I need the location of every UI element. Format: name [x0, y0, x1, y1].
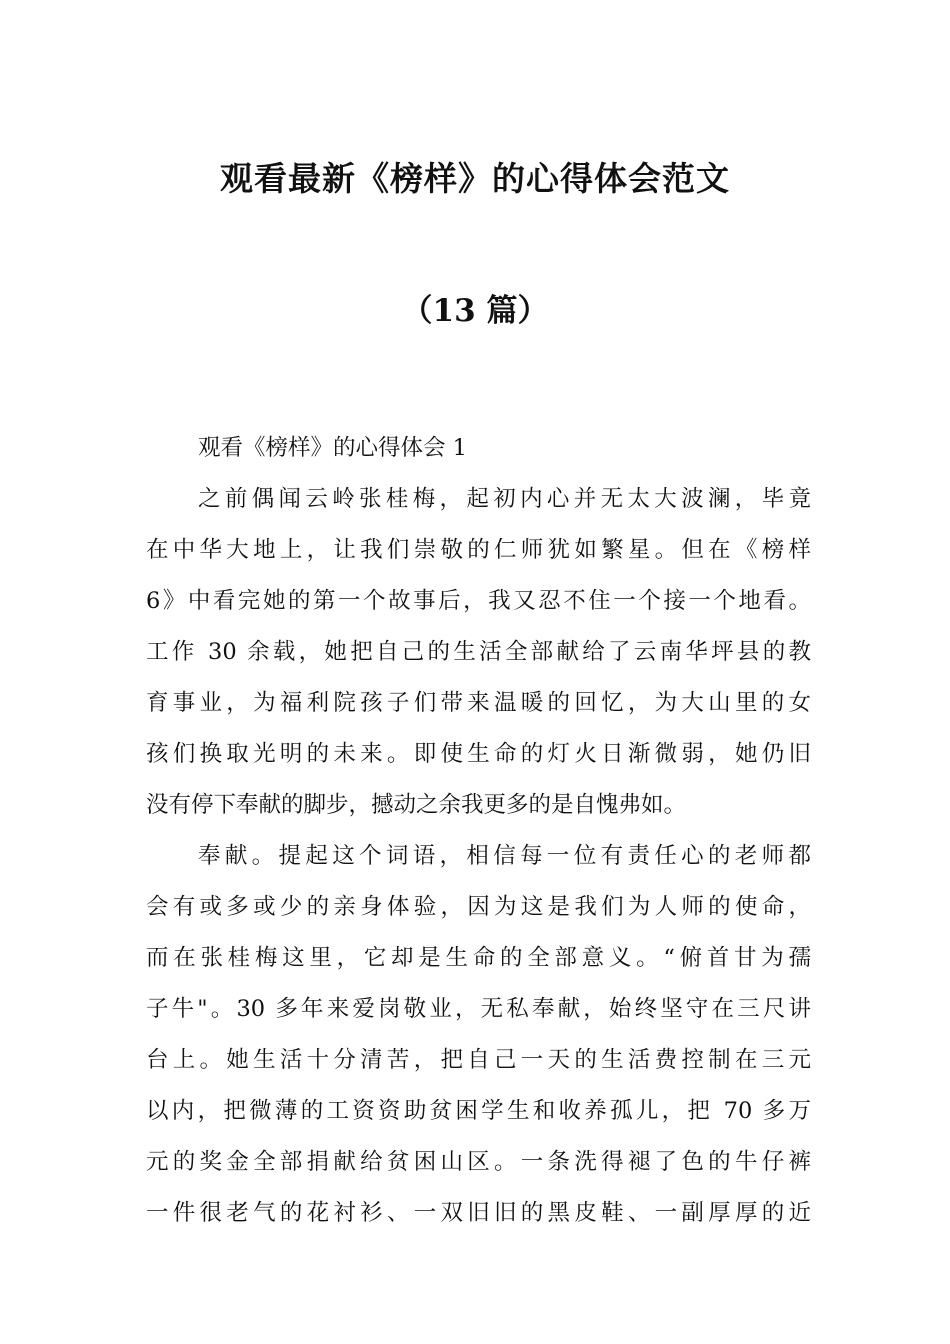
document-title: 观看最新《榜样》的心得体会范文 [220, 159, 730, 198]
paragraph-line: 台上。她生活十分清苦，把自己一天的生活费控制在三元 [146, 1047, 811, 1073]
paragraph-1 [146, 474, 811, 831]
paragraph-2 [146, 831, 811, 1239]
paragraph-line: 育事业，为福利院孩子们带来温暖的回忆，为大山里的女 [146, 690, 811, 716]
section-heading: 观看《榜样》的心得体会 1 [198, 435, 467, 461]
paragraph-line: 一件很老气的花衬衫、一双旧旧的黑皮鞋、一副厚厚的近 [146, 1200, 811, 1226]
document-subtitle: （13 篇） [401, 293, 549, 329]
paragraph-line: 而在张桂梅这里，它却是生命的全部意义。“俯首甘为孺 [146, 945, 811, 971]
document-body [146, 423, 811, 1239]
paragraph-line: 孩们换取光明的未来。即使生命的灯火日渐微弱，她仍旧 [146, 741, 811, 767]
paragraph-line: 工作 30 余载，她把自己的生活全部献给了云南华坪县的教 [146, 639, 811, 665]
paragraph-line: 之前偶闻云岭张桂梅，起初内心并无太大波澜，毕竟 [198, 486, 811, 512]
paragraph-line: 在中华大地上，让我们崇敬的仁师犹如繁星。但在《榜样 [146, 537, 811, 563]
paragraph-line: 以内，把微薄的工资资助贫困学生和收养孤儿，把 70 多万 [146, 1098, 811, 1124]
paragraph-line: 奉献。提起这个词语，相信每一位有责任心的老师都 [198, 843, 811, 869]
paragraph-line: 没有停下奉献的脚步，撼动之余我更多的是自愧弗如。 [146, 792, 687, 818]
paragraph-line: 会有或多或少的亲身体验，因为这是我们为人师的使命， [146, 894, 811, 920]
paragraph-line: 元的奖金全部捐献给贫困山区。一条洗得褪了色的牛仔裤 [146, 1149, 811, 1175]
paragraph-line: 6》中看完她的第一个故事后，我又忍不住一个接一个地看。 [146, 588, 811, 614]
paragraph-line: 子牛"。30 多年来爱岗敬业，无私奉献，始终坚守在三尺讲 [146, 996, 811, 1022]
